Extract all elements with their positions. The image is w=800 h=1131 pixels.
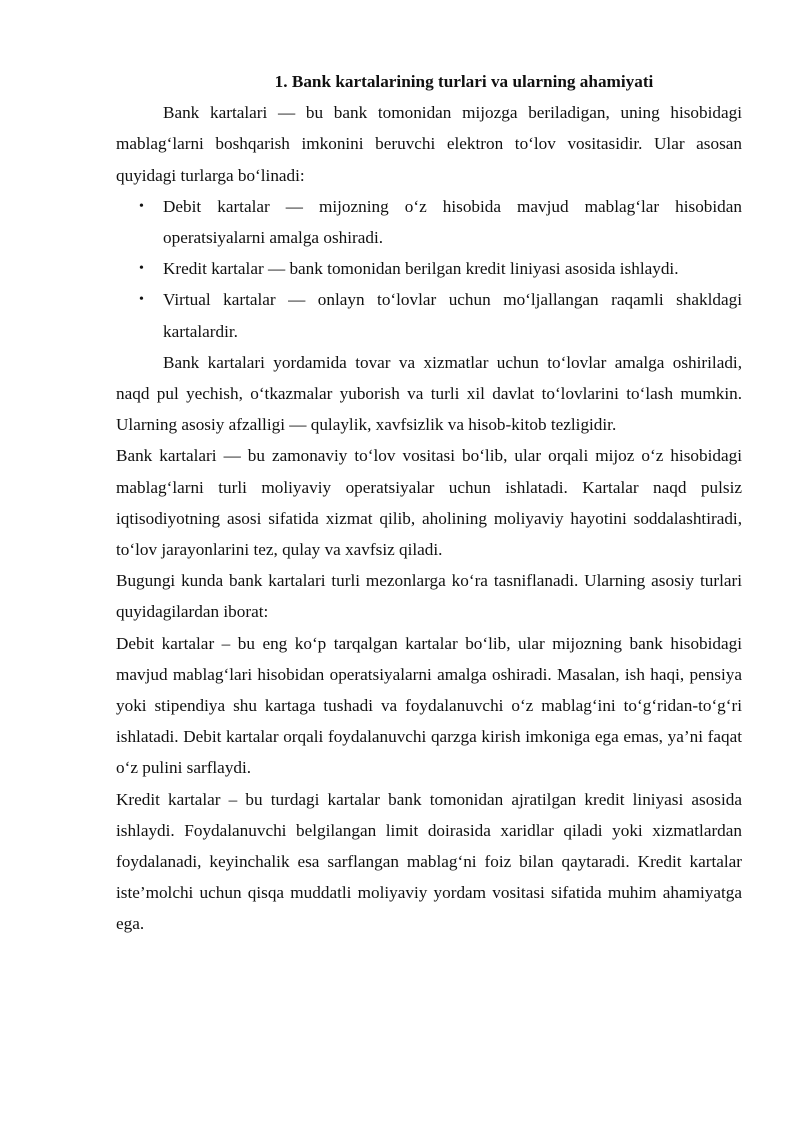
document-body <box>116 66 742 940</box>
bullet-icon: • <box>139 261 144 277</box>
list-item <box>116 284 742 346</box>
card-types-list <box>116 191 742 347</box>
definition-paragraph: Bank kartalari — bu zamonaviy to‘lov vositasi bo‘lib, ular orqali mijoz o‘z hisobidagi mablag‘larni turli moliyaviy operatsiyalar uchun ishlatadi. Kartalar naqd pulsiz iqtisodiyotning asosi sifatida xizmat qilib, aholining moliyaviy hayotini soddalashtiradi, to‘lov jarayonlarini tez, qulay va xavfsiz qiladi. <box>116 446 742 560</box>
debit-cards-paragraph: Debit kartalar – bu eng ko‘p tarqalgan kartalar bo‘lib, ular mijozning bank hisobidagi mavjud mablag‘lari hisobidan operatsiyalarni amalga oshiradi. Masalan, ish haqi, pensiya yoki stipendiya shu kartaga tushadi va foydalanuvchi o‘z mablag‘ini to‘g‘ridan-to‘g‘ri ishlatadi. Debit kartalar orqali foydalanuvchi qarzga kirish imkoniga ega emas, ya’ni faqat o‘z pulini sarflaydi. <box>116 633 742 778</box>
credit-cards-paragraph: Kredit kartalar – bu turdagi kartalar bank tomonidan ajratilgan kredit liniyasi asosida ishlaydi. Foydalanuvchi belgilangan limit doirasida xaridlar qiladi yoki xizmatlardan foydalanadi, keyinchalik esa sarflangan mablag‘ni foiz bilan qaytaradi. Kredit kartalar iste’molchi uchun qisqa muddatli moliyaviy yordam vositasi sifatida muhim ahamiyatga ega. <box>116 789 742 934</box>
bullet-icon: • <box>139 292 144 308</box>
list-item-text: Kredit kartalar — bank tomonidan berilgan kredit liniyasi asosida ishlaydi. <box>163 259 679 279</box>
bullet-icon: • <box>139 198 144 214</box>
list-item <box>116 253 742 284</box>
section-heading: 1. Bank kartalarining turlari va ularning ahamiyati <box>274 72 654 91</box>
intro-paragraph: Bank kartalari — bu bank tomonidan mijozga beriladigan, uning hisobidagi mablag‘larni boshqarish imkonini beruvchi elektron to‘lov vositasidir. Ular asosan quyidagi turlarga bo‘linadi: <box>116 103 742 185</box>
list-item <box>116 191 742 253</box>
list-item-text: Virtual kartalar — onlayn to‘lovlar uchun mo‘ljallangan raqamli shakldagi kartalardir. <box>163 290 742 341</box>
usage-paragraph: Bank kartalari yordamida tovar va xizmatlar uchun to‘lovlar amalga oshiriladi, naqd pul yechish, o‘tkazmalar yuborish va turli xil davlat to‘lovlarini to‘lash mumkin. Ularning asosiy afzalligi — qulaylik, xavfsizlik va hisob-kitob tezligidir. <box>116 352 742 435</box>
classification-paragraph: Bugungi kunda bank kartalari turli mezonlarga ko‘ra tasniflanadi. Ularning asosiy turlari quyidagilardan iborat: <box>116 571 742 622</box>
list-item-text: Debit kartalar — mijozning o‘z hisobida mavjud mablag‘lar hisobidan operatsiyalarni amalga oshiradi. <box>163 196 742 248</box>
